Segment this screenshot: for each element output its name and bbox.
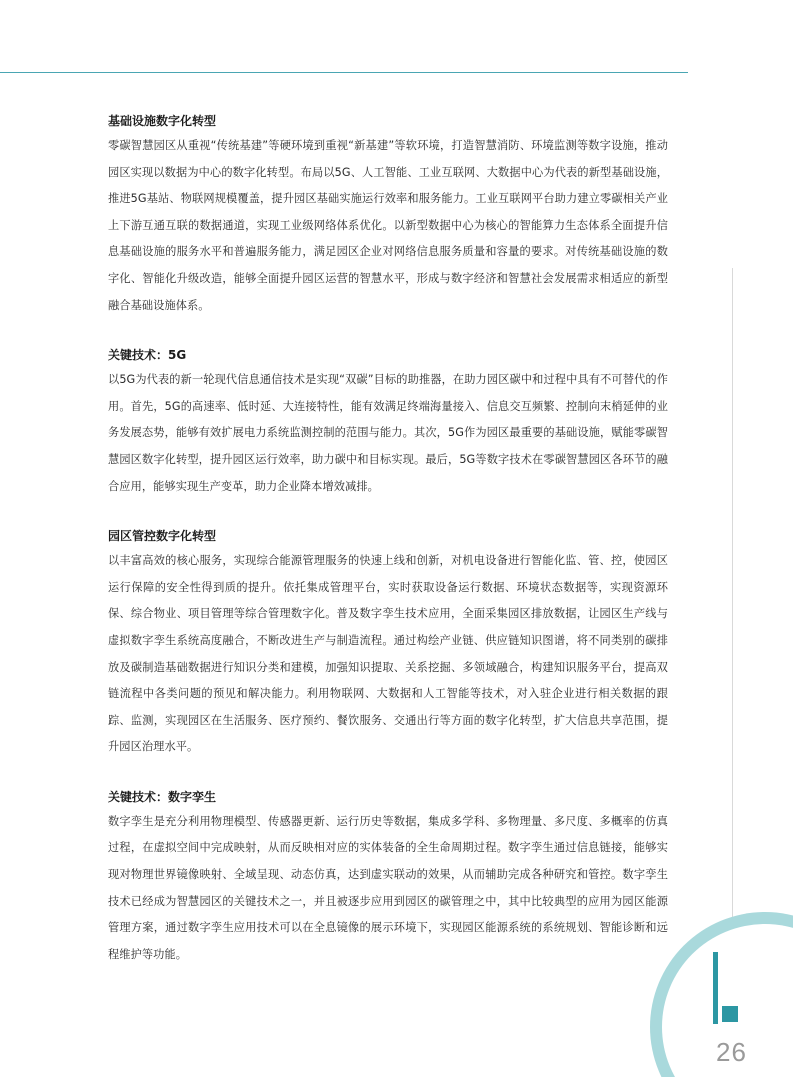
- section-paragraph: 数字孪生是充分利用物理模型、传感器更新、运行历史等数据，集成多学科、多物理量、多尺度、多概率的仿真过程，在虚拟空间中完成映射，从而反映相对应的实体装备的全生命周期过程。数字孪生通过信息链接，能够实现对物理世界镜像映射、全域呈现、动态仿真，达到虚实联动的效果，从而辅助完成各种研究和管控。数字孪生技术已经成为智慧园区的关键技术之一，并且被逐步应用到园区的碳管理之中，其中比较典型的应用为园区能源管理方案，通过数字孪生应用技术可以在全息镜像的展示环境下，实现园区能源系统的系统规划、智能诊断和远程维护等功能。: [108, 814, 668, 961]
- section-infrastructure: [108, 110, 668, 319]
- section-park-management: [108, 525, 668, 761]
- decorative-bar: [713, 952, 718, 1024]
- section-heading: 关键技术：5G: [108, 348, 187, 363]
- section-digital-twin: [108, 786, 668, 969]
- header-divider: [0, 72, 688, 73]
- decorative-square: [722, 1006, 738, 1022]
- section-heading: 园区管控数字化转型: [108, 529, 217, 544]
- section-paragraph: 以丰富高效的核心服务，实现综合能源管理服务的快速上线和创新，对机电设备进行智能化监、管、控，使园区运行保障的安全性得到质的提升。依托集成管理平台，实时获取设备运行数据、环境状态数据等，实现资源环保、综合物业、项目管理等综合管理数字化。普及数字孪生技术应用，全面采集园区排放数据，让园区生产线与虚拟数字孪生系统高度融合，不断改进生产与制造流程。通过构绘产业链、供应链知识图谱，将不同类别的碳排放及碳制造基础数据进行知识分类和建模，加强知识提取、关系挖掘、多领域融合，构建知识服务平台，提高双链流程中各类问题的预见和解决能力。利用物联网、大数据和人工智能等技术，对入驻企业进行相关数据的跟踪、监测，实现园区在生活服务、医疗预约、餐饮服务、交通出行等方面的数字化转型，扩大信息共享范围，提升园区治理水平。: [108, 554, 668, 754]
- section-paragraph: 零碳智慧园区从重视“传统基建”等硬环境到重视“新基建”等软环境，打造智慧消防、环境监测等数字设施，推动园区实现以数据为中心的数字化转型。布局以5G、人工智能、工业互联网、大数据中心为代表的新型基础设施，推进5G基站、物联网规模覆盖，提升园区基础实施运行效率和服务能力。工业互联网平台助力建立零碳相关产业上下游互通互联的数据通道，实现工业级网络体系优化。以新型数据中心为核心的智能算力生态体系全面提升信息基础设施的服务水平和普遍服务能力，满足园区企业对网络信息服务质量和容量的要求。对传统基础设施的数字化、智能化升级改造，能够全面提升园区运营的智慧水平，形成与数字经济和智慧社会发展需求相适应的新型融合基础设施体系。: [108, 139, 668, 312]
- section-heading: 基础设施数字化转型: [108, 114, 217, 128]
- page-number: 26: [716, 1037, 747, 1067]
- page-corner-decoration: [640, 900, 793, 1077]
- section-5g: [108, 344, 668, 500]
- article-body: [108, 110, 668, 993]
- section-paragraph: 以5G为代表的新一轮现代信息通信技术是实现“双碳”目标的助推器，在助力园区碳中和过程中具有不可替代的作用。首先，5G的高速率、低时延、大连接特性，能有效满足终端海量接入、信息交互频繁、控制向末梢延伸的业务发展态势，能够有效扩展电力系统监测控制的范围与能力。其次，5G作为园区最重要的基础设施，赋能零碳智慧园区数字化转型，提升园区运行效率，助力碳中和目标实现。最后，5G等数字技术在零碳智慧园区各环节的融合应用，能够实现生产变革，助力企业降本增效减排。: [108, 373, 668, 493]
- section-heading: 关键技术：数字孪生: [108, 789, 217, 804]
